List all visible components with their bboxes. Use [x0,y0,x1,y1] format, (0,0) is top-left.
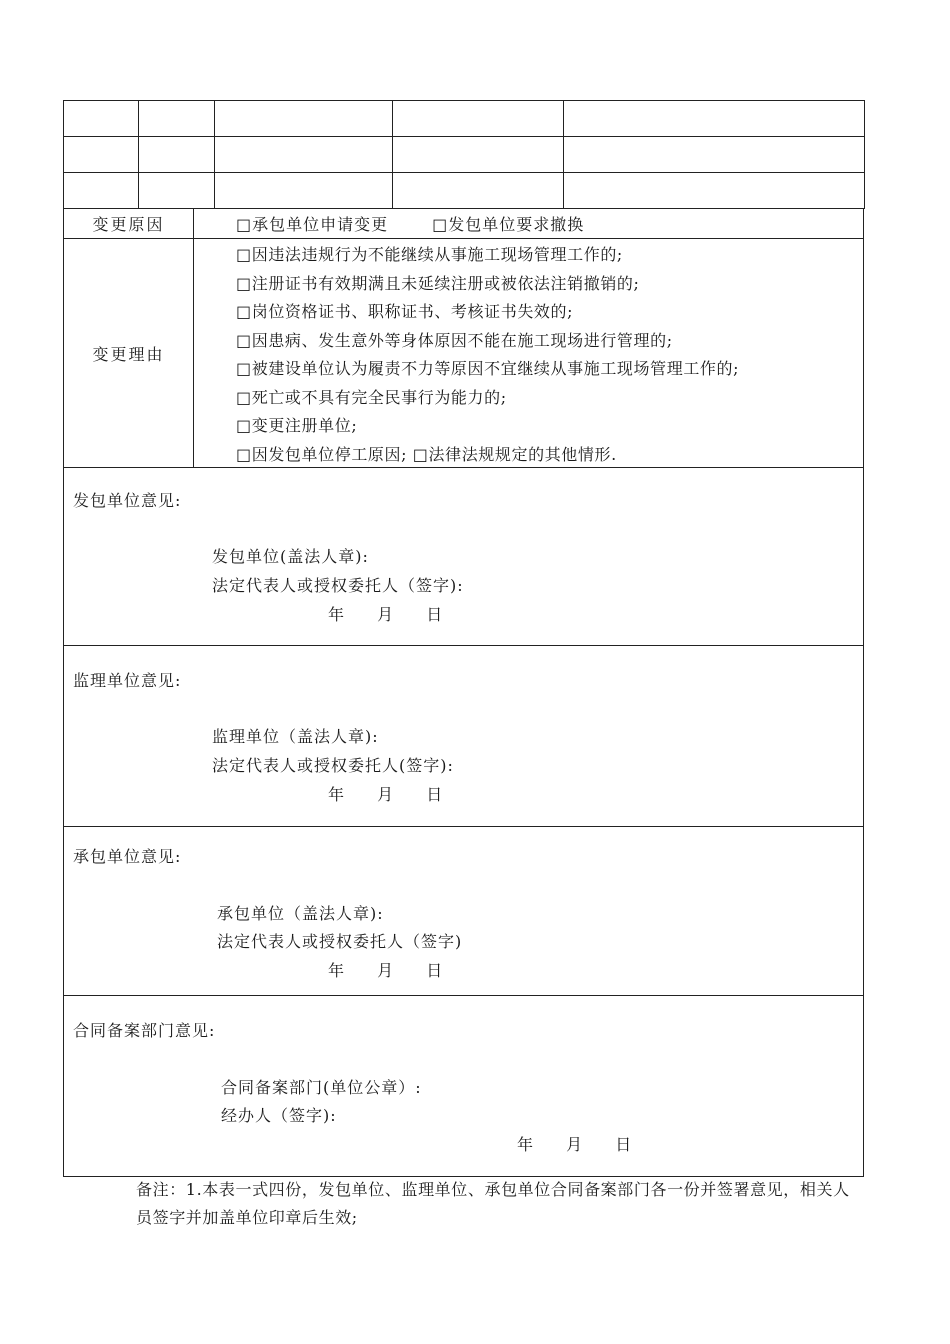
employer-opinion-section [63,468,864,646]
justification-item[interactable]: □变更注册单位; [236,416,358,435]
date-day-label: 日 [615,1135,633,1154]
employer-sign-label: 法定代表人或授权委托人（签字): [212,576,464,595]
table-row [64,137,865,173]
filing-date [517,1132,632,1155]
date-year-label: 年 [328,961,346,980]
contractor-sign-label: 法定代表人或授权委托人（签字) [217,932,463,951]
table-cell[interactable] [393,101,564,137]
table-cell[interactable] [139,137,215,173]
form-sheet [63,100,864,1177]
supervisor-sign-label: 法定代表人或授权委托人(签字): [212,756,454,775]
table-cell[interactable] [64,173,139,209]
table-cell[interactable] [64,101,139,137]
contractor-date [328,958,443,981]
table-cell[interactable] [393,173,564,209]
justification-list [194,239,739,467]
contractor-opinion-title: 承包单位意见: [73,847,182,866]
justification-item[interactable]: □注册证书有效期满且未延续注册或被依法注销撤销的; [236,273,640,293]
filing-seal-label: 合同备案部门(单位公章）: [221,1078,422,1097]
table-cell[interactable] [215,173,393,209]
checkbox-contractor-request[interactable]: □承包单位申请变更 [236,215,389,234]
date-year-label: 年 [328,785,346,804]
justification-item[interactable]: □因违法违规行为不能继续从事施工现场管理工作的; [236,245,623,264]
table-cell[interactable] [64,137,139,173]
filing-sign-label: 经办人（签字): [221,1106,337,1125]
contractor-opinion-section [63,827,864,996]
employer-date [328,602,443,625]
date-day-label: 日 [426,961,444,980]
contractor-seal-label: 承包单位（盖法人章): [217,904,384,923]
table-row [64,101,865,137]
justification-item[interactable]: □因患病、发生意外等身体原因不能在施工现场进行管理的; [236,330,673,350]
table-cell[interactable] [393,137,564,173]
checkbox-employer-dismiss[interactable]: □发包单位要求撤换 [432,215,585,234]
date-month-label: 月 [377,785,395,804]
supervisor-seal-label: 监理单位（盖法人章): [212,727,379,746]
date-day-label: 日 [426,785,444,804]
change-reason-label: 变更原因 [64,209,194,238]
supervisor-date [328,782,443,805]
change-reason-row [63,209,864,239]
table-cell[interactable] [215,101,393,137]
table-cell[interactable] [215,137,393,173]
table-cell[interactable] [564,137,865,173]
date-day-label: 日 [426,605,444,624]
date-month-label: 月 [377,961,395,980]
date-year-label: 年 [328,605,346,624]
employer-seal-label: 发包单位(盖法人章): [212,547,369,566]
justification-item[interactable]: □因发包单位停工原因; □法律法规规定的其他情形. [236,444,617,464]
table-row [64,173,865,209]
change-reason-options [194,209,628,238]
justification-item[interactable]: □死亡或不具有完全民事行为能力的; [236,387,507,407]
date-month-label: 月 [377,605,395,624]
supervisor-opinion-section [63,646,864,827]
supervisor-opinion-title: 监理单位意见: [73,671,182,690]
filing-opinion-title: 合同备案部门意见: [73,1021,216,1040]
date-year-label: 年 [517,1135,535,1154]
table-cell[interactable] [564,101,865,137]
form-footnote: 备注：1.本表一式四份，发包单位、监理单位、承包单位合同备案部门各一份并签署意见，相关人员签字并加盖单位印章后生效; [136,1180,850,1227]
filing-opinion-section [63,996,864,1177]
table-cell[interactable] [139,101,215,137]
table-cell[interactable] [139,173,215,209]
table-cell[interactable] [564,173,865,209]
personnel-table [63,100,865,209]
justification-item[interactable]: □岗位资格证书、职称证书、考核证书失效的; [236,302,574,321]
change-justification-row [63,239,864,468]
employer-opinion-title: 发包单位意见: [73,491,182,510]
justification-item[interactable]: □被建设单位认为履责不力等原因不宜继续从事施工现场管理工作的; [236,359,740,378]
change-justification-label: 变更理由 [64,239,194,467]
date-month-label: 月 [566,1135,584,1154]
